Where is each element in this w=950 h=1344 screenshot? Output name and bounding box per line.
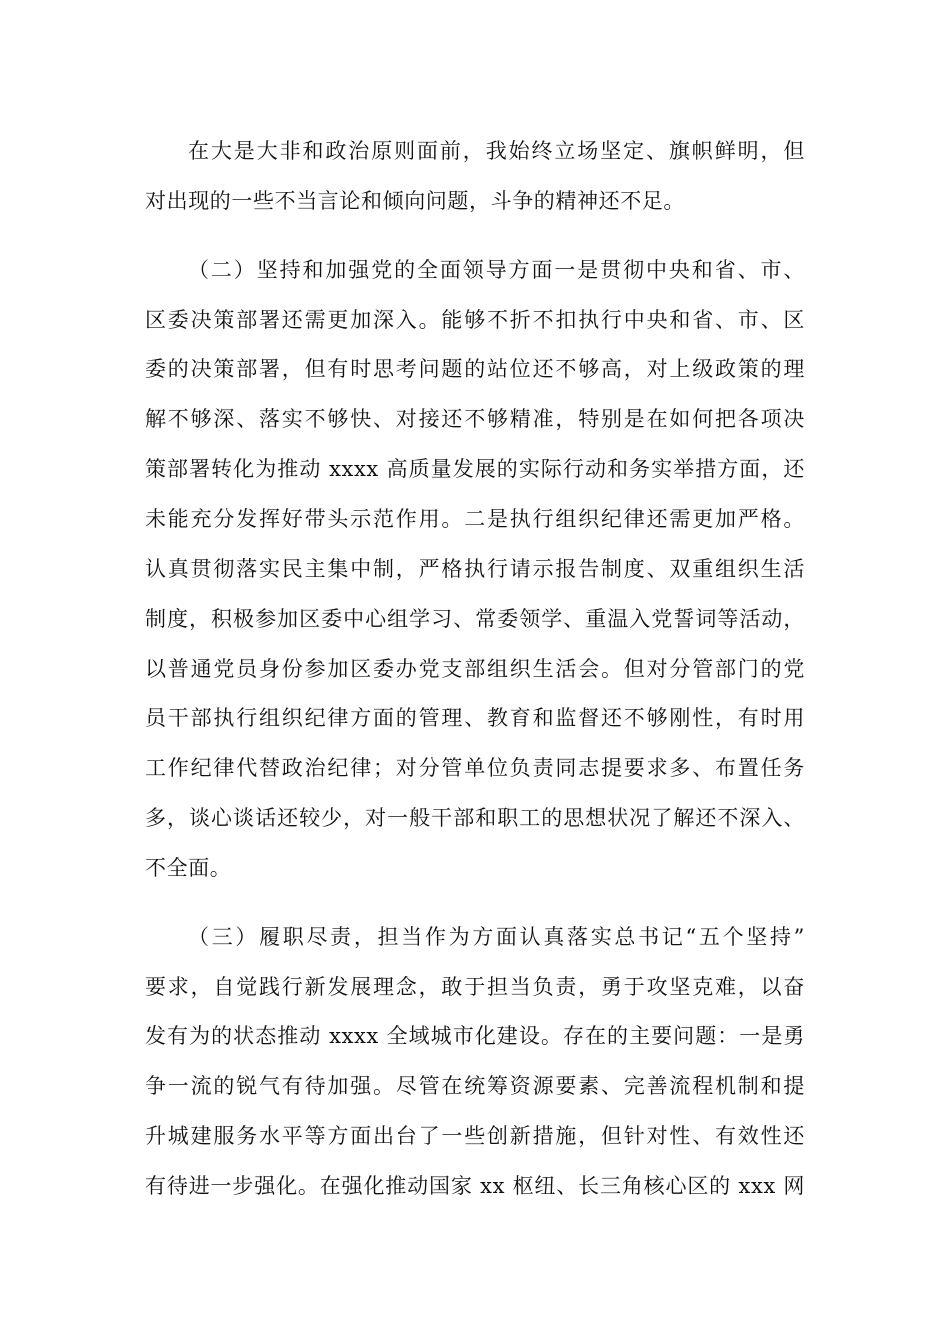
paragraph-2-line-4: 解不够深、落实不够快、对接还不够精准，特别是在如何把各项决 — [145, 407, 805, 431]
paragraph-2-line-2: 区委决策部署还需更加深入。能够不折不扣执行中央和省、市、区 — [145, 308, 805, 332]
paragraph-3-line-5: 升城建服务水平等方面出台了一些创新措施，但针对性、有效性还 — [145, 1124, 805, 1148]
paragraph-2-line-7: 认真贯彻落实民主集中制，严格执行请示报告制度、双重组织生活 — [145, 557, 805, 581]
paragraph-2-line-12: 多，谈心谈话还较少，对一般干部和职工的思想状况了解还不深入、 — [145, 806, 805, 830]
paragraph-3-line-4: 争一流的锐气有待加强。尽管在统筹资源要素、完善流程机制和提 — [145, 1074, 805, 1098]
paragraph-3-line-6: 有待进一步强化。在强化推动国家 xx 枢纽、长三角核心区的 xxx 网 — [145, 1174, 805, 1198]
paragraph-2-line-6: 未能充分发挥好带头示范作用。二是执行组织纪律还需更加严格。 — [145, 507, 805, 531]
paragraph-2-line-13: 不全面。 — [145, 856, 232, 880]
paragraph-2-line-10: 员干部执行组织纪律方面的管理、教育和监督还不够刚性，有时用 — [145, 706, 805, 730]
paragraph-2-line-8: 制度，积极参加区委中心组学习、常委领学、重温入党誓词等活动， — [145, 607, 805, 631]
paragraph-1-line-1: 在大是大非和政治原则面前，我始终立场坚定、旗帜鲜明，但 — [188, 139, 805, 163]
paragraph-3-line-1: （三）履职尽责，担当作为方面认真落实总书记“五个坚持” — [188, 925, 805, 949]
paragraph-2-line-11: 工作纪律代替政治纪律；对分管单位负责同志提要求多、布置任务 — [145, 756, 805, 780]
paragraph-1-line-2: 对出现的一些不当言论和倾向问题，斗争的精神还不足。 — [145, 189, 685, 213]
paragraph-2-line-9: 以普通党员身份参加区委办党支部组织生活会。但对分管部门的党 — [145, 657, 805, 681]
paragraph-2-line-5: 策部署转化为推动 xxxx 高质量发展的实际行动和务实举措方面，还 — [145, 457, 805, 481]
paragraph-3-line-3: 发有为的状态推动 xxxx 全域城市化建设。存在的主要问题：一是勇 — [145, 1024, 805, 1048]
paragraph-2-line-3: 委的决策部署，但有时思考问题的站位还不够高，对上级政策的理 — [145, 357, 805, 381]
paragraph-2-line-1: （二）坚持和加强党的全面领导方面一是贯彻中央和省、市、 — [188, 258, 805, 282]
paragraph-3-line-2: 要求，自觉践行新发展理念，敢于担当负责，勇于攻坚克难，以奋 — [145, 975, 805, 999]
